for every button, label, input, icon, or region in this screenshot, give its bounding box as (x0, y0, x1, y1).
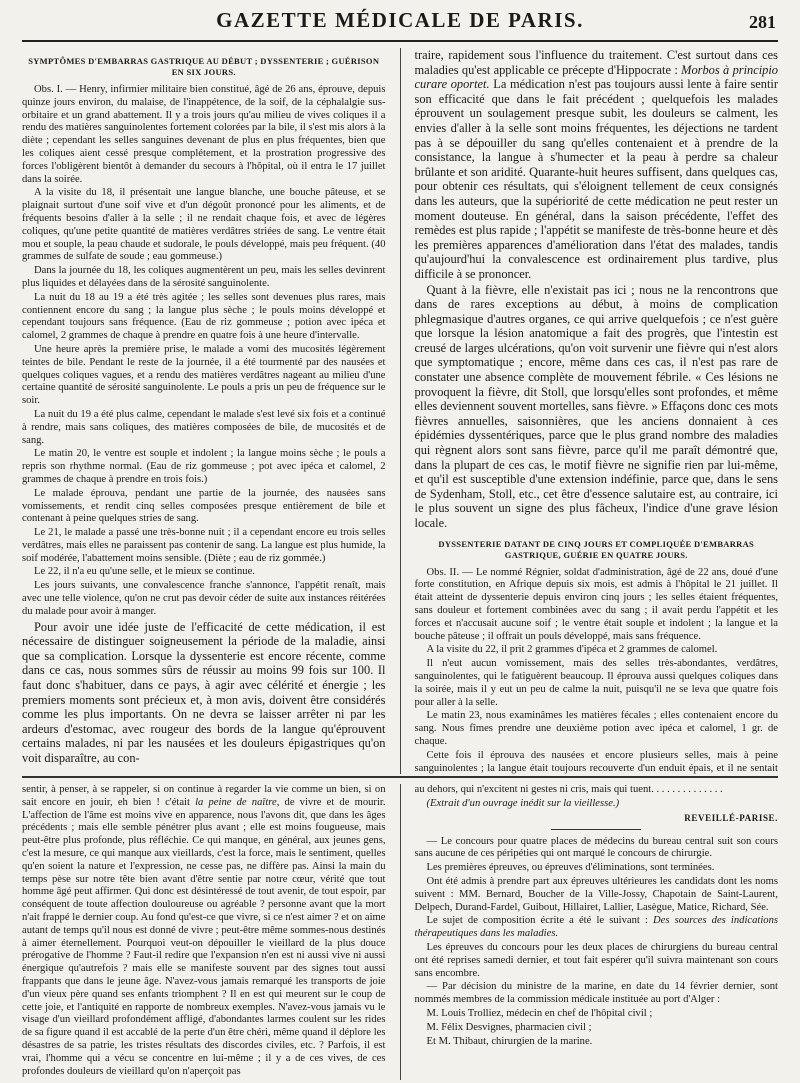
paragraph: Le malade éprouva, pendant une partie de la journée, des nausées sans vomissements, et rendit cinq selles composées presque entièrement de bile et contenant à peine quelques stries de sang. (22, 487, 386, 525)
paragraph: Une heure après la première prise, le malade a vomi des mucosités légèrement teintes de bile. Pendant le reste de la journée, il a été tourmenté par des nausées et quelques coliques vagues, et a rendu des matières verdâtres nageant au milieu d'une certaine quantité de sérosité sanguinolente. Le pouls a pris un peu de fréquence sur le soir. (22, 343, 386, 407)
text-run: sentir, à penser, à se rappeler, si on continue à regarder la vie comme un bien, si on sait encore en jouir, eh bien ! c'était (22, 784, 386, 808)
paragraph: A la visite du 18, il présentait une langue blanche, une bouche pâteuse, et se plaignait surtout d'une soif vive et d'un dégoût prononcé pour les aliments, et de fréquents besoins d'aller à la selle ; il ne rendait chaque fois, et avec de légères coliques, qu'une petite quantité de matières verdâtres striées de sang. Le ventre était mou et souple, la peau chaude et sudorale, le pouls développé, mais peu fréquent. (40 grammes de sulfate de soude ; eau gommeuse.) (22, 187, 386, 263)
paragraph: Cette fois il éprouva des nausées et encore plusieurs selles, mais à peine sanguinolentes ; la langue était toujours recouverte d'un enduit épais, et il ne sentait (414, 749, 778, 774)
page-header (22, 0, 778, 42)
source-note (415, 798, 779, 811)
lower-right-column (415, 784, 779, 1080)
upper-section (22, 42, 778, 774)
page-number: 281 (749, 12, 776, 32)
text-run: Le sujet de composition écrite a été le suivant : (426, 915, 648, 927)
paragraph: Quant à la fièvre, elle n'existait pas ici ; nous ne la rencontrons que dans de rares exceptions au début, à moins de complication phlegmasique d'autres organes, ce qui arrive quelquefois ; ce n'est guère que lorsque la lésion anatomique a fait des progrès, que l'intestin est creusé de larges ulcérations, qu'on voit survenir une fièvre qui n'est alors que symptomatique ; encore, même dans ces cas, il n'est pas rare de constater une absence complète de mouvement fébrile. « Ces lésions ne provoquent la fièvre, dit Stoll, que lorsqu'elles sont profondes, et même elles deviennent souvent mortelles, sans fièvre. » Effaçons donc ces mots fièvres annuelles, saisonnières, que les anciens donnaient à ces épidémies dyssentériques, parce que le plus grand nombre des maladies qui règnent alors sont sans fièvre, parce qu'il me paraît démontré que, dans la plupart de ces cas, le motif fièvre ne signifie rien par lui-même, et qu'il est susceptible d'une extension indéfinie, parce que, dans le sens de Sydenham, Stoll, etc., cet être d'essence salutaire est, au contraire, ici le plus souvent un signe des plus fâcheux, l'indice d'une grave lésion locale. (414, 282, 778, 530)
upper-left-column (22, 48, 386, 774)
paragraph: M. Louis Trolliez, médecin en chef de l'hôpital civil ; (426, 1007, 653, 1019)
publication-title: GAZETTE MÉDICALE DE PARIS. (216, 7, 584, 32)
paragraph: Les épreuves du concours pour les deux places de chirurgiens du bureau central ont été reprises samedi dernier, et tout fait espérer qu'il suivra maintenant son cours sans encombre. (414, 941, 778, 979)
paragraph: Pour avoir une idée juste de l'efficacité de cette médication, il est nécessaire de distinguer soigneusement la période de la maladie, ainsi que sa complication. Lorsque la dyssenterie est encore récente, comme dans ce cas, nous sommes sûrs de réussir au moins 99 fois sur 100. Il faut donc s'habituer, dans ce pays, à agir avec célérité et énergie ; les premiers moments sont précieux et, à mon avis, doivent être considérés comme les plus importants. On ne devra se laisser arrêter ni par les ardeurs d'estomac, avec rougeur des bords de la langue qu'éprouvent certains malades, ni par les nausées et les douleurs épigastriques qu'on voit disparaître, au con- (22, 619, 386, 766)
text-run: La médication n'est pas toujours aussi lente à faire sentir son efficacité que dans le fait précédent ; quelquefois les malades éprouvent un soulagement presque subit, les douleurs se calment, les envies d'aller à la selle sont moins fréquentes, les déjections ne tardent pas à se dépouiller du sang qu'elles contenaient et à prendre de la consistance, la langue à s'humecter et la peau à perdre sa chaleur brûlante et son aridité. Quarante-huit heures suffisent, dans quelques cas, pour obtenir ces résultats, qui s'éloignent tellement de ceux consignés dans les auteurs, que la supériorité de cette médication ne peut rester un moment douteuse. En général, dans la saison précédente, l'effet des remèdes est plus rapide ; l'appétit se manifeste de très-bonne heure et dès les premières apparences d'amélioration dans l'état des malades, tandis qu'aujourd'hui la convalescence est ordinairement plus tardive, plus difficile à se prononcer. (414, 77, 778, 281)
paragraph: Obs. II. — Le nommé Régnier, soldat d'administration, âgé de 22 ans, doué d'une forte constitution, en Afrique depuis six mois, est admis à l'hôpital le 21 juillet. Il était atteint de dyssenterie depuis environ cinq jours ; les selles étaient fréquentes, sans douleur et fortement combinées avec du sang ; il avait perdu l'appétit et les forces et n'accusait aucune soif ; le ventre était souple et indolent ; la langue et la bouche pâteuse ; il offrait un pouls développé, mais sans fréquence. (414, 566, 778, 642)
paragraph: M. Félix Desvignes, pharmacien civil ; (426, 1021, 592, 1033)
short-divider (551, 829, 641, 830)
lower-left-column (22, 784, 386, 1080)
paragraph: La nuit du 19 a été plus calme, cependant le malade s'est levé six fois et a continué à rendre, mais sans coliques, des matières composées de bile, de mucosités et de sang. (22, 408, 386, 446)
column-divider (400, 784, 401, 1080)
text-run: , de vivre et de mourir. L'affection de l'âme est moins vive en apparence, nous l'avons dit, que dans les âges précédents ; mais elle semble pénétrer plus avant ; elle est moins fougueuse, mais peut-être plus profonde, plus réfléchie. Ce qui manque, en général, aux jeunes gens, c'est la mesure, ce qui manque aux vieillards, c'est la force, mais le sentiment, quelles qu'en soient la nature et l'expression, ne cesse pas, ne diffère pas. Ainsi la main du temps pèse sur notre tête bien avant d'être sentie par notre cœur, vérité que tout homme âgé peut affirmer. Qui donc est désintéressé de tout avenir, de tout espoir, par conséquent de toute affection douloureuse ou agréable ? personne avant que la mort n'ait frappé le dernier coup. Au fond qu'est-ce que vivre, si ce n'est aimer ? et on aime autant de temps qu'il nous est donné de vivre ; peut-être même sommes-nous destinés à aimer éternellement. Pourquoi veut-on dépouiller le vieillard de la plus douce prérogative de l'homme ? Faut-il redire que l'expansion n'en est ni aussi vive ni aussi énergique qu'autrefois ? mais elle se manifeste souvent par des signes tout aussi frappants que dans le jeune âge. N'avez-vous jamais remarqué les transports de joie d'un vieux père quand ses enfants triomphent ? Il en est qui meurent sur le coup de cette joie, et l'antiquité en rapporte de nombreux exemples. N'avez-vous jamais vu le visage d'un vieillard profondément affligé, d'abondantes larmes coulent sur les rides de sa figure quand il est accablé de la perte d'un être chéri, même quand il déplore les désastres de sa patrie, les tristes résultats des discordes civiles, etc. ? Parfois, il est vrai, l'homme qui a vécu se concentre en lui-même ; il y a de ces vives, de ces profondes douleurs de vieillard qu'on n'aperçoit pas (22, 796, 386, 1077)
text-run: traire, rapidement sous l'influence du traitement. C'est surtout dans ces maladies qu'est applicable ce précepte d'Hippocrate : (414, 48, 778, 77)
paragraph: — Le concours pour quatre places de médecins du bureau central suit son cours sans aucune de ces péripéties qui ont marqué le concours de chirurgie. (414, 835, 778, 860)
paragraph: Le matin 20, le ventre est souple et indolent ; la langue moins sèche ; le pouls a repris son rhythme normal. (Eau de riz gommeuse ; pot avec ipéca et calomel, 2 grammes de chaque à prendre en trois fois.) (22, 448, 386, 485)
paragraph (22, 784, 386, 1078)
paragraph (415, 48, 779, 282)
paragraph: Il n'eut aucun vomissement, mais des selles très-abondantes, verdâtres, sanguinolentes, qui le fatiguèrent beaucoup. Il éprouva aussi quelques coliques dans la soirée, mais il y eut un peu de calme la nuit, puisqu'il ne se leva que quatre fois pour aller à la selle. (414, 658, 778, 708)
author-signature: REVEILLÉ-PARISE. (684, 812, 778, 823)
italic-phrase: Des sources des indications thérapeutiques dans les maladies. (414, 915, 778, 940)
paragraph: Dans la journée du 18, les coliques augmentèrent un peu, mais les selles devinrent plus liquides et délayées dans de la sérosité sanguinolente. (22, 265, 386, 289)
italic-phrase: la peine de naître (195, 796, 277, 808)
paragraph: Le 22, il n'a eu qu'une selle, et le mieux se continue. (34, 566, 255, 578)
paragraph: Le matin 23, nous examinâmes les matières fécales ; elles contenaient encore du sang. Nous fîmes prendre une deuxième potion avec ipéca et calomel, 1 gr. de chaque. (414, 710, 778, 747)
lower-section (22, 778, 778, 1080)
column-divider (400, 48, 401, 774)
case-heading: DYSSENTERIE DATANT DE CINQ JOURS ET COMPLIQUÉE D'EMBARRAS GASTRIQUE, GUÉRIE EN QUATRE JOURS. (438, 538, 755, 560)
paragraph: La nuit du 18 au 19 a été très agitée ; les selles sont devenues plus rares, mais contiennent encore du sang ; la langue plus sèche ; le pouls moins développé et cependant toujours sans fréquence. (Eau de riz gommeuse ; potion avec ipéca et calomel, 2 grammes de chaque à prendre en quatre fois à une heure d'intervalle. (22, 291, 386, 342)
latin-quote: Morbos à principio curare oportet. (414, 62, 778, 92)
paragraph (415, 915, 779, 941)
paragraph: Les jours suivants, une convalescence franche s'annonce, l'appétit renaît, mais avec une telle violence, qu'on ne crut pas devoir céder de suite aux instances réitérées du malade pour avoir à manger. (22, 580, 386, 617)
paragraph: Les premières épreuves, ou épreuves d'éliminations, sont terminées. (426, 862, 715, 874)
paragraph: au dehors, qui n'excitent ni gestes ni cris, mais qui tuent. . . . . . . . . . . . . . (414, 784, 723, 795)
paragraph: A la visite du 22, il prit 2 grammes d'ipéca et 2 grammes de calomel. (426, 644, 718, 656)
upper-right-column (415, 48, 779, 774)
case-heading: SYMPTÔMES D'EMBARRAS GASTRIQUE AU DÉBUT ; DYSSENTERIE ; GUÉRISON EN SIX JOURS. (28, 56, 380, 77)
italic-note: (Extrait d'un ouvrage inédit sur la vieillesse.) (426, 797, 620, 809)
paragraph: Le 21, le malade a passé une très-bonne nuit ; il a cependant encore eu trois selles verdâtres, mais elles ne paraissent pas contenir de sang. La langue est plus humide, la soif modérée, l'abattement moins sensible. (Diète ; eau de riz gommée.) (22, 527, 386, 564)
paragraph: Ont été admis à prendre part aux épreuves ultérieures les candidats dont les noms suivent : MM. Bernard, Boucher de la Ville-Jossy, Chapotain de Saint-Laurent, Delpech, Durand-Fardel, Guibout, Hillairet, Lallier, Lasègue, Matice, Richard, Sée. (414, 875, 778, 913)
paragraph: Et M. Thibaut, chirurgien de la marine. (426, 1035, 593, 1047)
paragraph: Obs. I. — Henry, infirmier militaire bien constitué, âgé de 26 ans, éprouve, depuis quinze jours environ, du malaise, de l'inappétence, de la soif, de la céphalalgie sus-orbitaire et un grand abattement. Il y a trois jours qu'au milieu de vives coliques il a rendu des matières sanguinolentes fortement colorées par la bile, il s'est mis alors à la diète ; cependant les selles sanguines devenant de plus en plus fréquentes, bien que les coliques aient cessé presque complétement, et la prostration progressive des forces l'obligèrent bientôt à demander du secours à l'hôpital, où il entra le 17 juillet dans la soirée. (22, 84, 386, 185)
paragraph: — Par décision du ministre de la marine, en date du 14 février dernier, sont nommés membres de la commission médicale instituée au port d'Alger : (414, 981, 778, 1006)
